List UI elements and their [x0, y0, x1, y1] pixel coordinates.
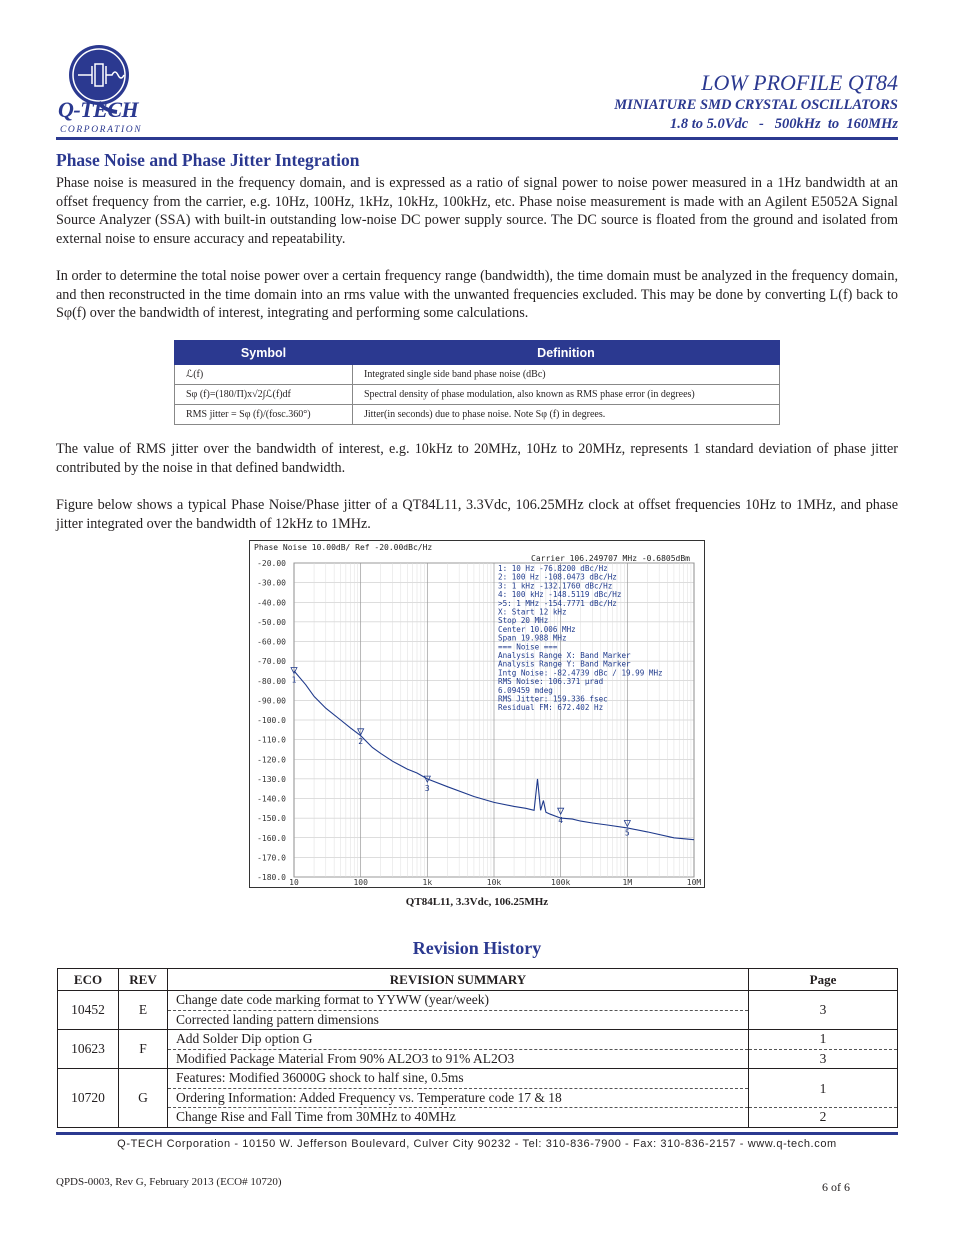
- readout-line: >5: 1 MHz -154.7771 dBc/Hz: [498, 598, 617, 608]
- y-tick-label: -30.00: [257, 578, 286, 588]
- symbol-table-header: [175, 341, 780, 365]
- column-header: Symbol: [175, 341, 353, 365]
- logo-subtext: CORPORATION: [60, 125, 143, 135]
- y-tick-label: -90.00: [257, 696, 286, 706]
- column-header: REVISION SUMMARY: [168, 969, 749, 991]
- rev-cell: F: [119, 1030, 168, 1069]
- x-tick-label: 1M: [622, 878, 633, 887]
- header-divider: [56, 137, 898, 140]
- page-cell: [749, 1030, 898, 1069]
- x-tick-label: 100: [353, 878, 368, 887]
- definition-cell: Spectral density of phase modulation, also known as RMS phase error (in degrees): [353, 385, 780, 405]
- phase-noise-plot: [250, 541, 704, 887]
- y-tick-label: -20.00: [257, 559, 286, 568]
- document-number: QPDS-0003, Rev G, February 2013 (ECO# 10720): [56, 1176, 282, 1188]
- paragraph-2: In order to determine the total noise power over a certain frequency range (bandwidth), the time domain must be analyzed in the frequency domain, and then reconstructed in the time domain into an rms value with the unwanted frequencies excluded. This may be done by converting L(f) back to Sφ(f) over the bandwidth of interest, integrating and performing some calculations.: [56, 268, 898, 322]
- paragraph-1: Phase noise is measured in the frequency domain, and is expressed as a ratio of signal power to noise power measured in a 1Hz bandwidth at an offset frequency from the carrier, e.g. 10Hz, 100Hz, 1kHz, 10kHz, 100kHz, etc. Phase noise measurement is made with an Agilent E5052A Signal Source Analyzer (SSA) with built-in outstanding low-noise DC power supply source. The DC source is floated from the ground and isolated from external noise to ensure accuracy and repeatability.: [56, 175, 898, 248]
- footer-address: Q-TECH Corporation - 10150 W. Jefferson Boulevard, Culver City 90232 - Tel: 310-836-7900 - Fax: 310-836-2157 - www.q-tech.com: [117, 1138, 837, 1150]
- page-cell: [749, 1069, 898, 1128]
- readout-line: 6.09459 mdeg: [498, 685, 553, 695]
- symbol-cell: ℒ(f): [175, 365, 353, 385]
- phase-noise-chart: [249, 540, 705, 888]
- eco-cell: 10452: [58, 991, 119, 1030]
- readout-line: Stop 20 MHz: [498, 616, 549, 626]
- carrier-readout: Carrier 106.249707 MHz -0.6805dBm: [531, 554, 690, 563]
- logo-wordmark: Q-TECH: [58, 97, 139, 122]
- summary-cell: [168, 991, 749, 1030]
- paragraph-4: Figure below shows a typical Phase Noise/Phase jitter of a QT84L11, 3.3Vdc, 106.25MHz clock at offset frequencies 10Hz to 1MHz, and phase jitter integrated over the bandwidth of 12kHz to 1MHz.: [56, 497, 898, 532]
- symbol-cell: RMS jitter = Sφ (f)/(fosc.360°): [175, 405, 353, 425]
- y-tick-label: -80.00: [257, 676, 286, 686]
- y-tick-label: -170.0: [257, 853, 286, 863]
- y-tick-label: -140.0: [257, 794, 286, 804]
- chart-caption: QT84L11, 3.3Vdc, 106.25MHz: [405, 896, 549, 908]
- readout-line: === Noise ===: [498, 642, 558, 652]
- table-row: [175, 385, 780, 405]
- symbol-table: [174, 340, 780, 425]
- footer-divider: [56, 1132, 898, 1135]
- revision-table: [57, 968, 898, 1128]
- definition-cell: Integrated single side band phase noise (dBc): [353, 365, 780, 385]
- readout-line: Analysis Range Y: Band Marker: [498, 659, 631, 669]
- page-line: 2: [819, 1108, 827, 1124]
- y-tick-label: -100.0: [257, 716, 286, 725]
- rev-cell: E: [119, 991, 168, 1030]
- eco-cell: 10623: [58, 1030, 119, 1069]
- page-number: 6 of 6: [822, 1180, 850, 1194]
- readout-line: 3: 1 kHz -132.1760 dBc/Hz: [498, 581, 613, 591]
- y-tick-label: -150.0: [257, 814, 286, 824]
- chart-title: Phase Noise 10.00dB/ Ref -20.00dBc/Hz: [254, 543, 433, 552]
- y-tick-label: -120.0: [257, 755, 286, 765]
- table-row: [175, 365, 780, 385]
- readout-line: X: Start 12 kHz: [498, 607, 567, 617]
- revision-table-header: [58, 969, 898, 991]
- rev-cell: G: [119, 1069, 168, 1128]
- y-tick-label: -40.00: [257, 598, 286, 608]
- symbol-cell: Sφ (f)=(180/Π)x√2∫ℒ(f)df: [175, 385, 353, 405]
- definition-cell: Jitter(in seconds) due to phase noise. Note Sφ (f) in degrees.: [353, 405, 780, 425]
- summary-line: Features: Modified 36000G shock to half sine, 0.5ms: [168, 1069, 748, 1089]
- y-tick-label: -130.0: [257, 774, 286, 784]
- readout-line: RMS Jitter: 159.336 fsec: [498, 694, 608, 704]
- marker-label: 4: [558, 816, 564, 826]
- summary-line: Add Solder Dip option G: [168, 1030, 748, 1050]
- paragraph-3: The value of RMS jitter over the bandwidth of interest, e.g. 10kHz to 20MHz, 10Hz to 20MHz, represents 1 standard deviation of phase jitter contributed by the noise in that defined bandwidth.: [56, 441, 898, 476]
- readout-line: Span 19.988 MHz: [498, 633, 567, 643]
- page-title: LOW PROFILE QT84: [701, 70, 898, 95]
- summary-line: Modified Package Material From 90% AL2O3 to 91% AL2O3: [176, 1050, 515, 1066]
- column-header: ECO: [58, 969, 119, 991]
- readout-line: Analysis Range X: Band Marker: [498, 651, 631, 660]
- readout-line: Intg Noise: -82.4739 dBc / 19.99 MHz: [498, 668, 663, 678]
- marker-label: 3: [424, 784, 430, 794]
- page-cell: 3: [749, 991, 898, 1030]
- x-tick-label: 10k: [486, 878, 502, 887]
- section-heading: Phase Noise and Phase Jitter Integration: [56, 150, 360, 170]
- summary-line: Change date code marking format to YYWW (year/week): [168, 991, 748, 1011]
- marker-label: 1: [291, 675, 297, 685]
- summary-cell: [168, 1069, 749, 1128]
- table-row: [58, 1069, 898, 1128]
- column-header: Definition: [353, 341, 780, 365]
- summary-line: Ordering Information: Added Frequency vs. Temperature code 17 & 18: [168, 1089, 748, 1109]
- readout-line: 1: 10 Hz -76.8200 dBc/Hz: [498, 564, 608, 573]
- table-row: [175, 405, 780, 425]
- page-line: 1: [749, 1030, 897, 1050]
- eco-cell: 10720: [58, 1069, 119, 1128]
- y-tick-label: -70.00: [257, 657, 286, 667]
- summary-line: Corrected landing pattern dimensions: [176, 1011, 379, 1027]
- y-tick-label: -160.0: [257, 833, 286, 843]
- readout-line: Center 10.006 MHz: [498, 624, 576, 634]
- page-subtitle-range: 1.8 to 5.0Vdc - 500kHz to 160MHz: [670, 116, 898, 132]
- page-line: 1: [749, 1070, 897, 1108]
- readout-line: Residual FM: 672.402 Hz: [498, 703, 604, 713]
- table-row: [58, 1030, 898, 1069]
- column-header: Page: [749, 969, 898, 991]
- readout-line: RMS Noise: 106.371 μrad: [498, 677, 604, 687]
- x-tick-label: 100k: [551, 878, 571, 887]
- marker-label: 2: [358, 736, 364, 746]
- readout-line: 2: 100 Hz -108.0473 dBc/Hz: [498, 572, 617, 582]
- summary-cell: [168, 1030, 749, 1069]
- x-tick-label: 10M: [686, 878, 702, 887]
- y-tick-label: -110.0: [257, 735, 286, 745]
- y-tick-label: -60.00: [257, 637, 286, 647]
- x-tick-label: 1k: [422, 878, 433, 887]
- table-row: [58, 991, 898, 1030]
- y-tick-label: -50.00: [257, 617, 286, 627]
- page-subtitle: MINIATURE SMD CRYSTAL OSCILLATORS: [614, 97, 898, 113]
- summary-line: Change Rise and Fall Time from 30MHz to 40MHz: [176, 1109, 456, 1124]
- x-tick-label: 10: [289, 878, 299, 887]
- y-tick-label: -180.0: [257, 873, 286, 882]
- column-header: REV: [119, 969, 168, 991]
- revision-heading: Revision History: [412, 938, 542, 958]
- marker-label: 5: [624, 828, 630, 838]
- readout-line: 4: 100 kHz -148.5119 dBc/Hz: [498, 590, 622, 600]
- page-line: 3: [819, 1050, 827, 1066]
